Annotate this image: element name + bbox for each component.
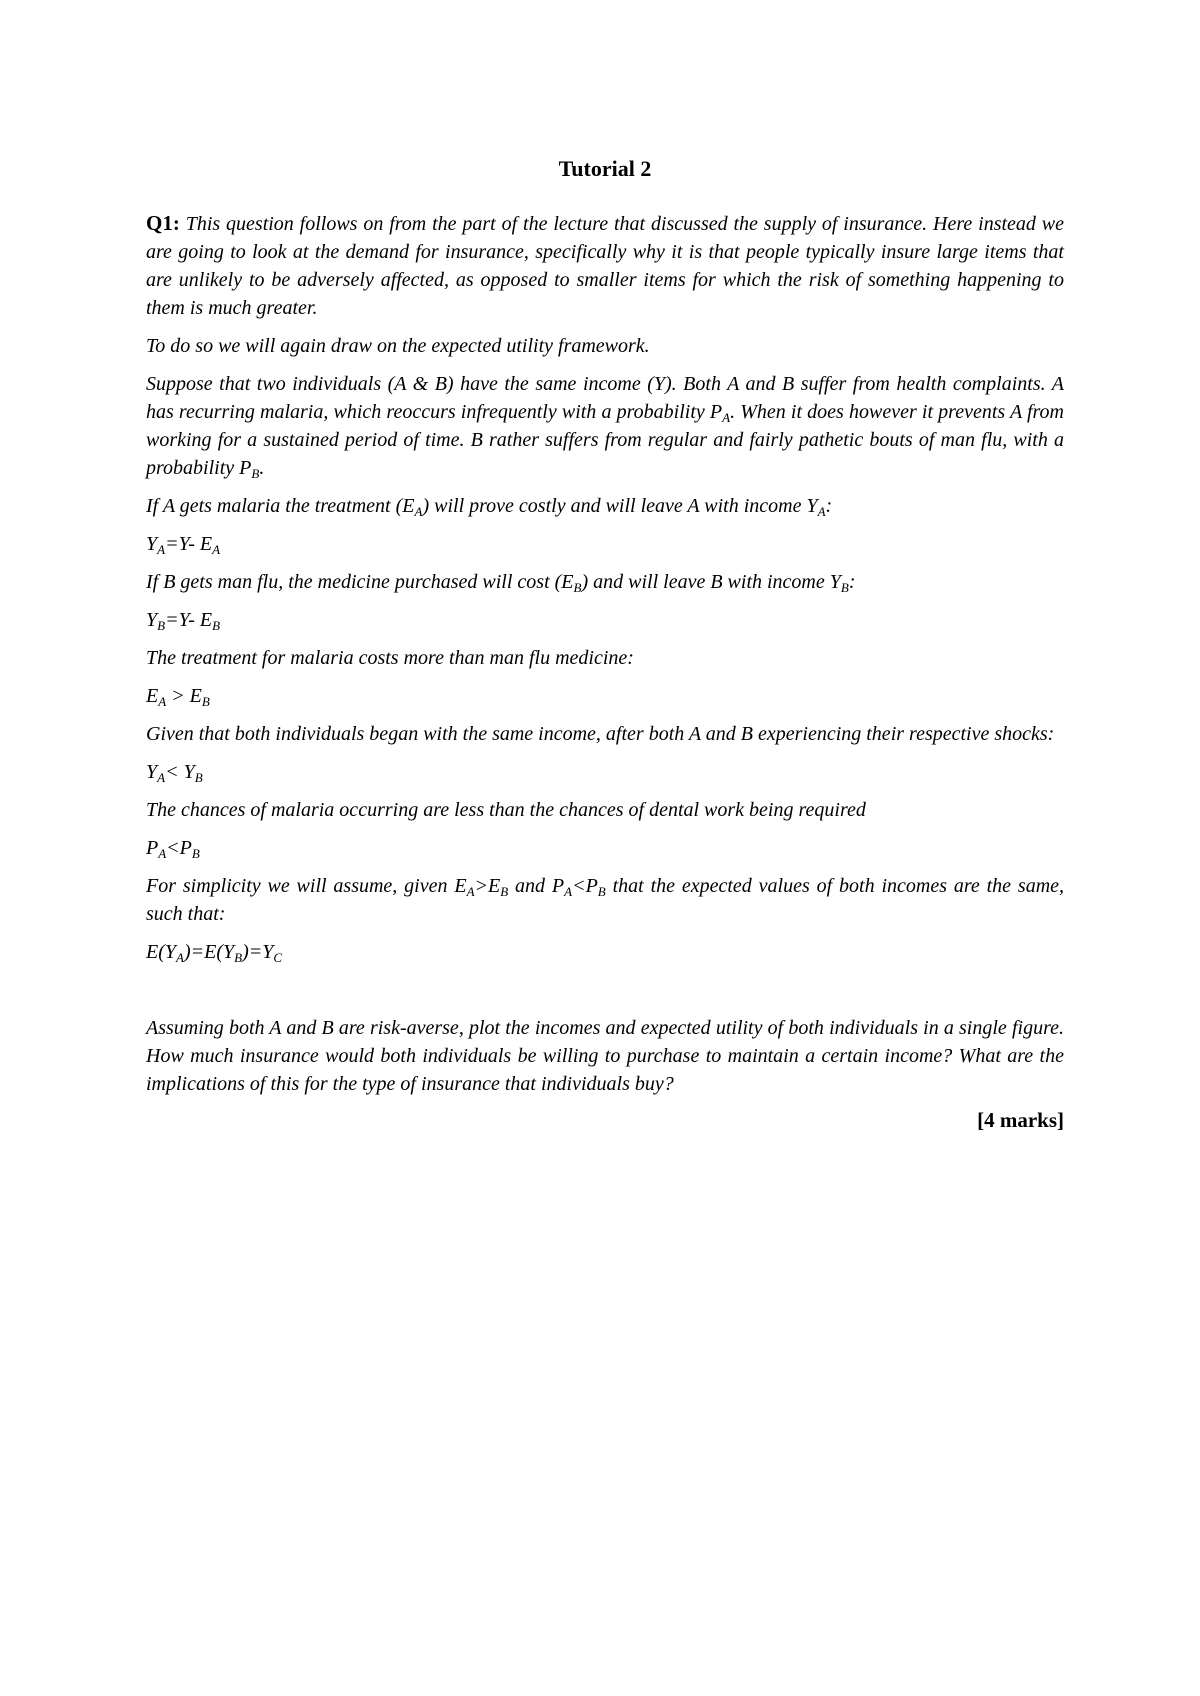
text-fragment: )=Y: [242, 941, 274, 963]
subscript: A: [722, 410, 731, 425]
text-fragment: If B gets man flu, the medicine purchased will cost (E: [146, 571, 574, 593]
subscript: B: [597, 884, 606, 899]
subscript: A: [176, 950, 184, 965]
scenario-text-2: . When it does however it prevents A from working for a sustained period of time. B rather suffers from regular and fairly pathetic bouts of man flu, with a probability P: [146, 401, 1065, 479]
text-fragment: Y: [146, 609, 158, 631]
chances-paragraph: The chances of malaria occurring are less than the chances of dental work being required: [146, 799, 866, 821]
subscript: A: [414, 504, 423, 519]
equation-yb: [146, 606, 1064, 634]
text-fragment: =Y- E: [165, 609, 213, 631]
text-fragment: <P: [572, 875, 598, 897]
text-fragment: )=E(Y: [183, 941, 235, 963]
subscript: B: [500, 884, 509, 899]
equation-ya: [146, 530, 1064, 558]
text-fragment: For simplicity we will assume, given E: [146, 875, 467, 897]
income-compare-paragraph: Given that both individuals began with the same income, after both A and B experiencing their respective shocks:: [146, 723, 1055, 745]
subscript: A: [817, 504, 826, 519]
text-fragment: Y: [146, 533, 158, 555]
question-label: Q1:: [146, 211, 180, 235]
scenario-paragraph: [146, 370, 1064, 482]
text-fragment: P: [146, 837, 159, 859]
assumption-paragraph: [146, 872, 1064, 928]
text-fragment: Y: [146, 761, 158, 783]
page-title: Tutorial 2: [558, 156, 652, 181]
text-fragment: :: [848, 571, 856, 593]
text-fragment: >E: [474, 875, 501, 897]
text-fragment: :: [825, 495, 833, 517]
subscript: A: [466, 884, 475, 899]
subscript: A: [157, 770, 166, 785]
scenario-text-1: Suppose that two individuals (A & B) have the same income (Y). Both A and B suffer from health complaints. A has recurring malaria, which reoccurs infrequently with a probability P: [146, 373, 1064, 423]
text-fragment: If A gets malaria the treatment (E: [146, 495, 415, 517]
page-content: [146, 155, 1064, 1133]
inequality-e: [146, 682, 1064, 710]
scenario-text-3: .: [259, 457, 265, 479]
text-fragment: E: [146, 685, 159, 707]
subscript: B: [191, 846, 200, 861]
marks-label: [4 marks]: [977, 1108, 1064, 1132]
subscript: B: [157, 618, 166, 633]
subscript: C: [273, 950, 283, 965]
text-fragment: > E: [166, 685, 202, 707]
subscript: B: [251, 466, 260, 481]
flu-cost-paragraph: [146, 568, 1064, 596]
equation-expected-values: [146, 938, 1064, 966]
text-fragment: and P: [508, 875, 565, 897]
q1-intro: [146, 209, 1064, 322]
text-fragment: that the expected values of both incomes are the same, such that:: [146, 875, 1065, 925]
text-fragment: =Y- E: [165, 533, 213, 555]
inequality-y: [146, 758, 1064, 786]
subscript: B: [573, 580, 582, 595]
subscript: B: [212, 618, 221, 633]
text-fragment: ) will prove costly and will leave A with income Y: [422, 495, 818, 517]
text-fragment: E(Y: [146, 941, 176, 963]
text-fragment: < Y: [165, 761, 195, 783]
treatment-compare-paragraph: The treatment for malaria costs more than man flu medicine:: [146, 647, 634, 669]
text-fragment: <P: [166, 837, 192, 859]
subscript: B: [194, 770, 203, 785]
subscript: A: [564, 884, 573, 899]
malaria-cost-paragraph: [146, 492, 1064, 520]
subscript: A: [157, 542, 166, 557]
q1-intro-text: This question follows on from the part of the lecture that discussed the supply of insurance. Here instead we are going to look at the demand for insurance, specifically why it is that people typically insure large items that are unlikely to be adversely affected, as opposed to smaller items for which the risk of something happening to them is much greater.: [146, 213, 1064, 319]
task-paragraph: Assuming both A and B are risk-averse, plot the incomes and expected utility of both individuals in a single figure. How much insurance would both individuals be willing to purchase to maintain a certain income? What are the implications of this for the type of insurance that individuals buy?: [146, 1017, 1064, 1095]
inequality-p: [146, 834, 1064, 862]
framework-paragraph: To do so we will again draw on the expected utility framework.: [146, 335, 650, 357]
subscript: B: [840, 580, 849, 595]
subscript: B: [201, 694, 210, 709]
subscript: A: [158, 694, 167, 709]
text-fragment: ) and will leave B with income Y: [581, 571, 841, 593]
subscript: B: [234, 950, 243, 965]
subscript: A: [212, 542, 221, 557]
subscript: A: [158, 846, 167, 861]
